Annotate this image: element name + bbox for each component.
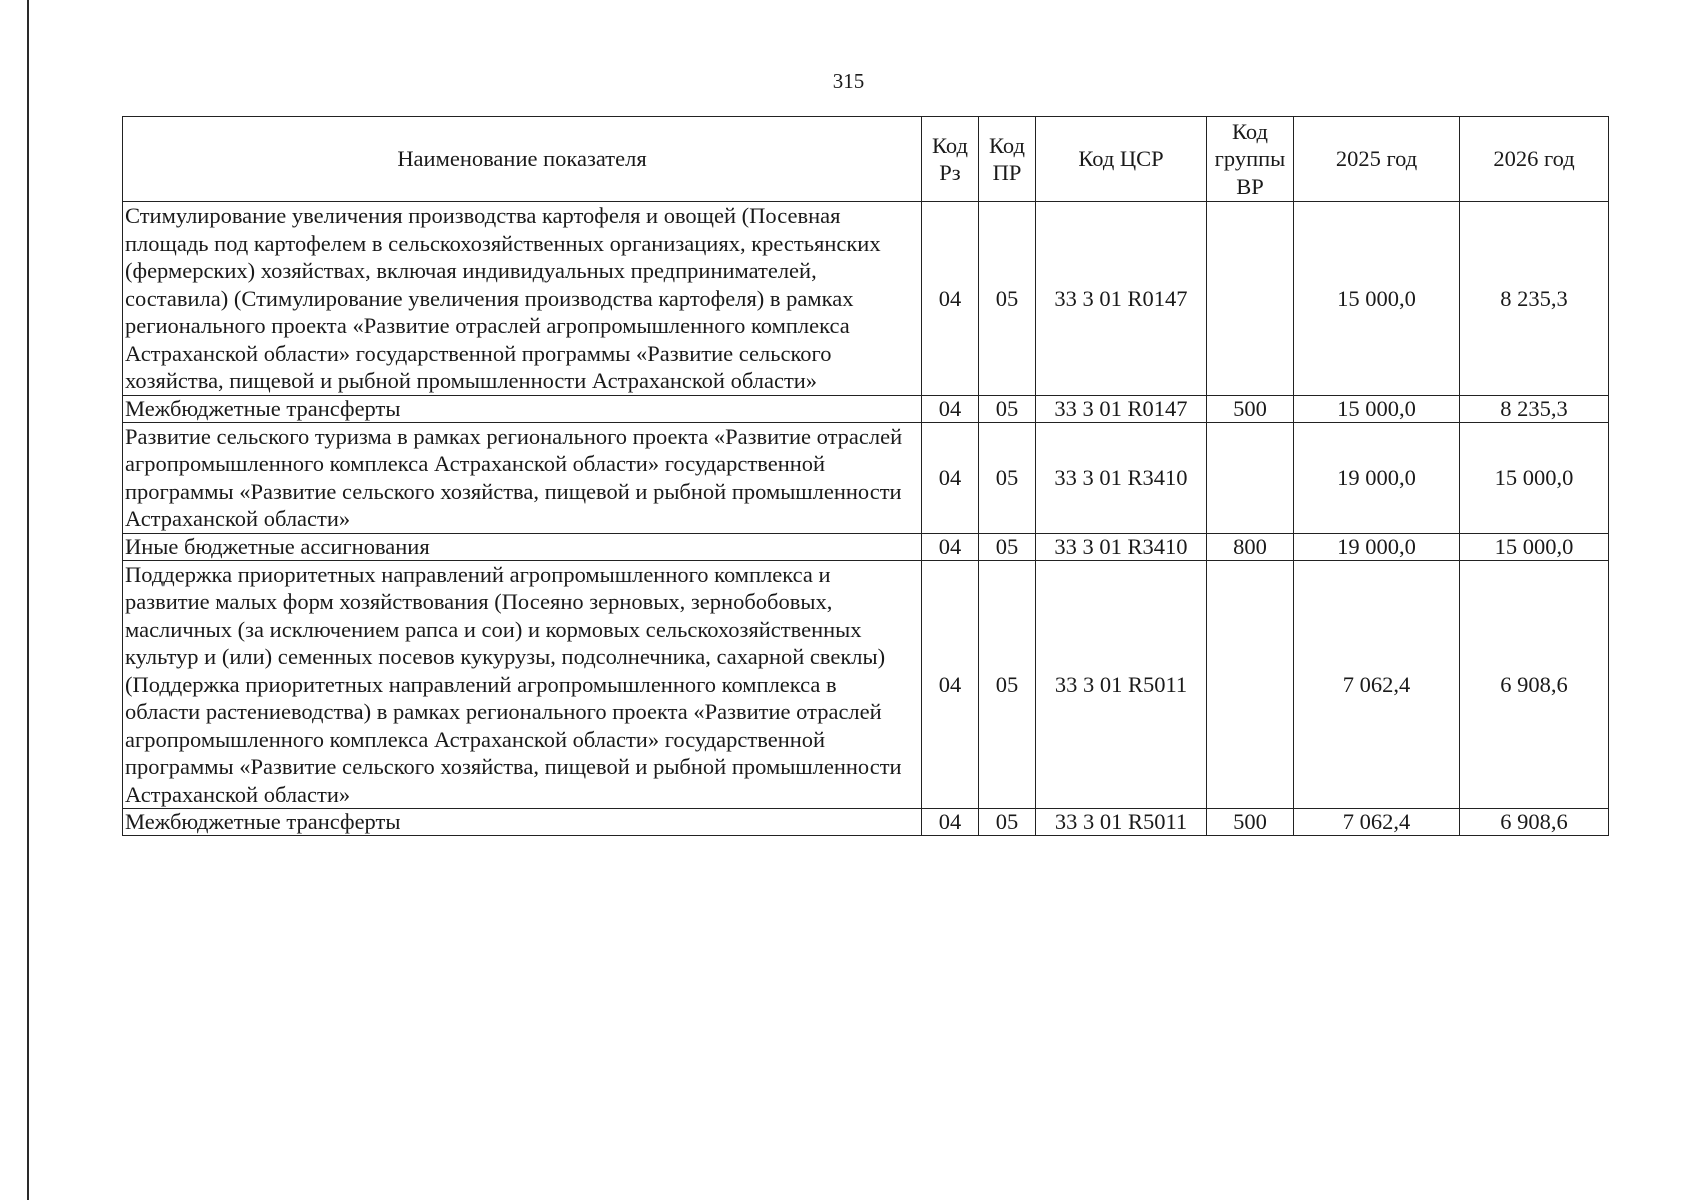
row-2026: 8 235,3	[1460, 395, 1609, 422]
row-vr: 500	[1207, 395, 1294, 422]
row-2026: 15 000,0	[1460, 533, 1609, 560]
row-csr: 33 3 01 R5011	[1036, 560, 1207, 809]
row-rz: 04	[922, 809, 979, 836]
budget-table	[122, 116, 1609, 836]
row-pr: 05	[979, 533, 1036, 560]
header-kod-vr: Код группы ВР	[1207, 117, 1294, 202]
row-2025: 15 000,0	[1294, 202, 1460, 396]
header-year-2026: 2026 год	[1460, 117, 1609, 202]
row-name: Межбюджетные трансферты	[123, 809, 922, 836]
row-rz: 04	[922, 202, 979, 396]
table-row	[123, 202, 1609, 396]
table-header-row	[123, 117, 1609, 202]
row-rz: 04	[922, 560, 979, 809]
table-row	[123, 533, 1609, 560]
row-vr	[1207, 560, 1294, 809]
row-rz: 04	[922, 533, 979, 560]
row-name: Стимулирование увеличения производства картофеля и овощей (Посевная площадь под картофелем в сельскохозяйственных организациях, крестьянских (фермерских) хозяйствах, включая индивидуальных предпринимателей, составила) (Стимулирование увеличения производства картофеля) в рамках регионального проекта «Развитие отраслей агропромышленного комплекса Астраханской области» государственной программы «Развитие сельского хозяйства, пищевой и рыбной промышленности Астраханской области»	[123, 202, 922, 396]
row-csr: 33 3 01 R5011	[1036, 809, 1207, 836]
row-name: Поддержка приоритетных направлений агропромышленного комплекса и развитие малых форм хозяйствования (Посеяно зерновых, зернобобовых, масличных (за исключением рапса и сои) и кормовых сельскохозяйственных культур и (или) семенных посевов кукурузы, подсолнечника, сахарной свеклы) (Поддержка приоритетных направлений агропромышленного комплекса в области растениеводства) в рамках регионального проекта «Развитие отраслей агропромышленного комплекса Астраханской области» государственной программы «Развитие сельского хозяйства, пищевой и рыбной промышленности Астраханской области»	[123, 560, 922, 809]
table-row	[123, 395, 1609, 422]
table-row	[123, 560, 1609, 809]
page-number: 315	[832, 69, 865, 93]
row-vr	[1207, 202, 1294, 396]
table-row	[123, 422, 1609, 533]
row-pr: 05	[979, 560, 1036, 809]
row-csr: 33 3 01 R0147	[1036, 395, 1207, 422]
row-rz: 04	[922, 395, 979, 422]
row-pr: 05	[979, 422, 1036, 533]
row-2026: 6 908,6	[1460, 560, 1609, 809]
row-2025: 7 062,4	[1294, 809, 1460, 836]
row-vr: 500	[1207, 809, 1294, 836]
row-rz: 04	[922, 422, 979, 533]
row-2025: 19 000,0	[1294, 533, 1460, 560]
row-pr: 05	[979, 202, 1036, 396]
table-row	[123, 809, 1609, 836]
header-kod-rz: Код Рз	[922, 117, 979, 202]
row-2026: 8 235,3	[1460, 202, 1609, 396]
row-csr: 33 3 01 R0147	[1036, 202, 1207, 396]
header-kod-csr: Код ЦСР	[1036, 117, 1207, 202]
row-name: Развитие сельского туризма в рамках регионального проекта «Развитие отраслей агропромышленного комплекса Астраханской области» государственной программы «Развитие сельского хозяйства, пищевой и рыбной промышленности Астраханской области»	[123, 422, 922, 533]
header-year-2025: 2025 год	[1294, 117, 1460, 202]
row-2025: 7 062,4	[1294, 560, 1460, 809]
row-csr: 33 3 01 R3410	[1036, 533, 1207, 560]
header-kod-pr: Код ПР	[979, 117, 1036, 202]
row-2026: 6 908,6	[1460, 809, 1609, 836]
row-name: Межбюджетные трансферты	[123, 395, 922, 422]
row-pr: 05	[979, 395, 1036, 422]
row-csr: 33 3 01 R3410	[1036, 422, 1207, 533]
row-vr: 800	[1207, 533, 1294, 560]
header-name: Наименование показателя	[123, 117, 922, 202]
row-2025: 19 000,0	[1294, 422, 1460, 533]
row-vr	[1207, 422, 1294, 533]
row-pr: 05	[979, 809, 1036, 836]
page-binding-edge	[27, 0, 29, 1200]
row-2025: 15 000,0	[1294, 395, 1460, 422]
row-2026: 15 000,0	[1460, 422, 1609, 533]
row-name: Иные бюджетные ассигнования	[123, 533, 922, 560]
